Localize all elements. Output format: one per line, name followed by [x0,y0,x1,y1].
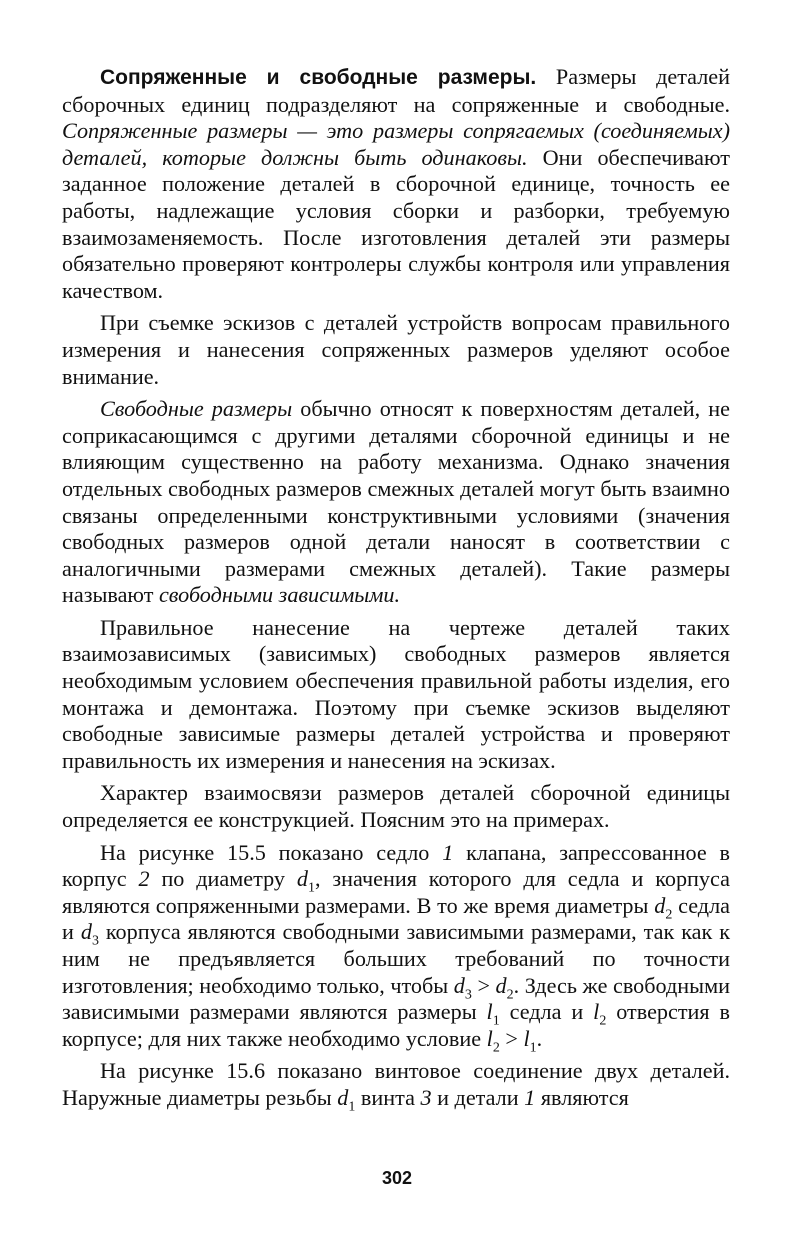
page-text [62,64,730,1118]
text-run: 1 [348,1099,356,1115]
text-run: На рисунке 15.6 показано винтовое соединение двух деталей. Наружные диаметры резьбы [62,1058,730,1110]
text-run: обычно относят к поверхностям деталей, не соприкасающимся с другими деталями сборочной единицы и не влияющим существенно на работу механизма. Однако значения отдельных свободных размеров смежных деталей могут быть взаимно связаны определенными конструктивными условиями (значения свободных размеров одной детали наносят в соответствии с аналогичными размерами смежных деталей). Такие размеры называют [62,396,730,608]
text-run: l [523,1025,530,1051]
text-run: d [80,919,92,945]
paragraph [62,396,730,609]
text-run: d [654,892,666,918]
text-run: Правильное нанесение на чертеже деталей таких взаимозависимых (зависимых) свободных размеров является необходимым условием обеспечения правильной работы изделия, его монтажа и демонтажа. Поэтому при съемке эскизов выделяют свободные зависимые размеры деталей устройства и проверяют правильность их измерения и нанесения на эскизах. [62,614,730,773]
text-run: Свободные размеры [100,396,293,422]
text-run: 2 [506,987,514,1003]
page-number: 302 [381,1168,413,1188]
text-run: корпуса являются свободными зависимыми размерами, так как к ним не предъявляется больших требований по точности изготовления; необходимо только, чтобы [62,919,731,998]
text-run: 3 [91,933,99,949]
text-run: винта [355,1084,421,1110]
text-run: d [453,972,465,998]
text-run: клапана, запрессованное в корпус [62,839,730,892]
text-run: по диаметру [149,866,297,892]
paragraph [62,780,730,833]
text-run: отверстия в корпусе; для них также необходимо условие [62,999,731,1051]
text-run: l [593,999,600,1025]
text-run: На рисунке 15.5 показано седло [100,839,443,865]
text-run: Размеры деталей сборочных единиц подразделяют на сопряженные и свободные. [62,64,731,117]
paragraph [62,310,730,390]
text-run: 2 [492,1040,500,1056]
paragraph [62,1058,730,1115]
paragraph-heading: Сопряженные и свободные размеры. [100,66,537,89]
text-run: 3 [464,987,472,1003]
text-run: Они обеспечивают заданное положение деталей в сборочной единице, точность ее работы, надлежащие условия сборки и разборки, требуемую взаимозаменяемость. После изготовления деталей эти размеры обязательно проверяют контролеры службы контроля или управления качеством. [62,144,730,303]
text-run: d [495,972,507,998]
text-run: . Здесь же свободными зависимыми размерами являются размеры [62,972,730,1025]
paragraph [62,615,730,775]
text-run: 1 [524,1084,536,1110]
text-run: l [486,1025,493,1051]
text-run: d [337,1084,349,1110]
text-run: При съемке эскизов с деталей устройств вопросам правильного измерения и нанесения сопряженных размеров уделяют особое внимание. [62,310,730,389]
text-run: l [486,999,493,1025]
text-run: являются [535,1084,629,1110]
text-run: седла и [499,999,594,1025]
text-run: свободными зависимыми. [158,582,401,608]
text-run: > [471,972,496,998]
text-run: d [296,866,308,892]
text-run: Сопряженные размеры — это размеры сопрягаемых (соединяемых) деталей, которые должны быть одинаковы. [62,118,730,170]
text-run: 3 [420,1084,432,1110]
text-run: > [499,1025,524,1051]
text-run: Характер взаимосвязи размеров деталей сборочной единицы определяется ее конструкцией. Поясним это на примерах. [62,780,730,833]
text-run: , значения которого для седла и корпуса являются сопряженными размерами. В то же время диаметры [62,866,730,918]
text-run: 2 [599,1013,607,1029]
text-run: 2 [665,907,673,923]
text-run: и детали [431,1084,525,1110]
paragraph [62,64,730,304]
text-run: . [536,1025,543,1051]
text-run: 1 [492,1013,500,1029]
text-run: седла и [62,892,730,945]
text-run: 2 [138,866,150,892]
text-run: 1 [307,880,315,896]
paragraph [62,839,731,1056]
text-run: 1 [529,1040,537,1056]
text-run: 1 [442,839,454,865]
